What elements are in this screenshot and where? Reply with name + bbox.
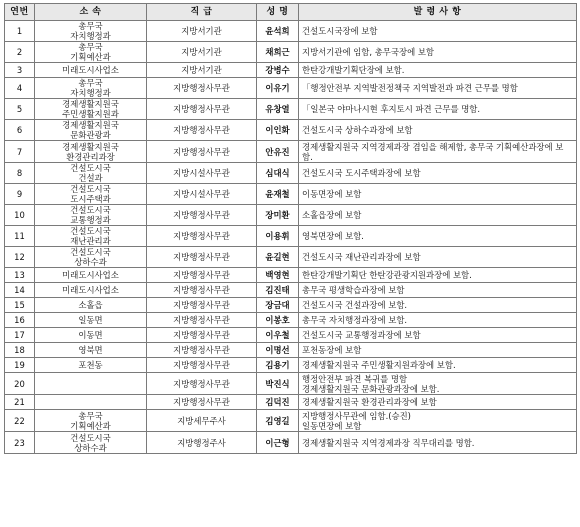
row-no: 1 (5, 21, 35, 42)
row-grade: 지방행정사무관 (147, 313, 257, 328)
row-order: 경제생활지원국 지역경제과장 직무대리를 명함. (299, 432, 577, 454)
header-dept: 소 속 (35, 4, 147, 21)
row-dept: 총무국 자치행정과 (35, 21, 147, 42)
row-dept: 총무국 기획예산과 (35, 410, 147, 432)
row-name: 이유기 (257, 78, 299, 99)
row-name: 이용휘 (257, 226, 299, 247)
row-no: 15 (5, 298, 35, 313)
row-no: 21 (5, 395, 35, 410)
table-row (5, 432, 577, 454)
row-order: 총무국 평생학습과장에 보함 (299, 283, 577, 298)
row-order: 총무국 자치행정과장에 보함. (299, 313, 577, 328)
row-order: 한탄강개발기획단 한탄강관광지원과장에 보함. (299, 268, 577, 283)
row-name: 채희근 (257, 42, 299, 63)
row-no: 17 (5, 328, 35, 343)
row-grade: 지방시설사무관 (147, 163, 257, 184)
row-dept: 일동면 (35, 313, 147, 328)
row-name: 백영현 (257, 268, 299, 283)
table-row (5, 184, 577, 205)
row-order: 경제생활지원국 주민생활지원과장에 보함. (299, 358, 577, 373)
table-row (5, 343, 577, 358)
table-row (5, 205, 577, 226)
row-grade: 지방행정사무관 (147, 395, 257, 410)
table-row (5, 328, 577, 343)
row-grade: 지방시설사무관 (147, 184, 257, 205)
row-order: 경제생활지원국 환경관리과장에 보함 (299, 395, 577, 410)
row-grade: 지방서기관 (147, 63, 257, 78)
row-dept: 영북면 (35, 343, 147, 358)
table-row (5, 226, 577, 247)
row-grade: 지방행정사무관 (147, 343, 257, 358)
row-dept: 총무국 자치행정과 (35, 78, 147, 99)
row-dept (35, 395, 147, 410)
table-row (5, 395, 577, 410)
row-order: 이동면장에 보함 (299, 184, 577, 205)
table-row (5, 268, 577, 283)
row-order: 경제생활지원국 지역경제과장 겸임을 해제함, 총무국 기획예산과장에 보함. (299, 141, 577, 163)
row-order: 건설도시국 재난관리과장에 보함 (299, 247, 577, 268)
table-row (5, 120, 577, 141)
table-row (5, 141, 577, 163)
table-row (5, 313, 577, 328)
row-name: 김덕진 (257, 395, 299, 410)
row-order: 건설도시국 건설과장에 보함. (299, 298, 577, 313)
row-order: 행정안전부 파견 복귀를 명함 경제생활지원국 문화관광과장에 보함. (299, 373, 577, 395)
row-dept: 건설도시국 상하수과 (35, 432, 147, 454)
row-name: 강병수 (257, 63, 299, 78)
row-name: 이근형 (257, 432, 299, 454)
table-row (5, 358, 577, 373)
row-name: 윤석희 (257, 21, 299, 42)
row-dept: 미래도시사업소 (35, 268, 147, 283)
row-dept: 경제생활지원국 문화관광과 (35, 120, 147, 141)
row-no: 7 (5, 141, 35, 163)
row-no: 19 (5, 358, 35, 373)
table-row (5, 410, 577, 432)
row-grade: 지방행정사무관 (147, 205, 257, 226)
row-order: 지방행정사무관에 임함.(승진) 일동면장에 보함 (299, 410, 577, 432)
row-name: 김진태 (257, 283, 299, 298)
row-grade: 지방세무주사 (147, 410, 257, 432)
row-grade: 지방행정사무관 (147, 268, 257, 283)
row-grade: 지방행정사무관 (147, 298, 257, 313)
row-order: 「행정안전부 지역발전정책국 지역발전과 파견 근무를 명함 (299, 78, 577, 99)
table-row (5, 373, 577, 395)
row-dept: 건설도시국 건설과 (35, 163, 147, 184)
header-no: 연번 (5, 4, 35, 21)
row-grade: 지방서기관 (147, 21, 257, 42)
row-name: 안유진 (257, 141, 299, 163)
table-header-row (5, 4, 577, 21)
row-no: 12 (5, 247, 35, 268)
row-name: 윤재철 (257, 184, 299, 205)
row-dept: 미래도시사업소 (35, 63, 147, 78)
row-order: 포천동장에 보함 (299, 343, 577, 358)
row-no: 14 (5, 283, 35, 298)
row-dept: 경제생활지원국 주민생활지원과 (35, 99, 147, 120)
row-no: 16 (5, 313, 35, 328)
row-dept: 소홀읍 (35, 298, 147, 313)
row-no: 3 (5, 63, 35, 78)
row-dept: 이동면 (35, 328, 147, 343)
row-dept (35, 373, 147, 395)
table-row (5, 283, 577, 298)
row-no: 11 (5, 226, 35, 247)
row-name: 이인화 (257, 120, 299, 141)
row-grade: 지방행정사무관 (147, 358, 257, 373)
row-order: 영북면장에 보함. (299, 226, 577, 247)
row-name: 이우철 (257, 328, 299, 343)
table-body (5, 21, 577, 454)
row-name: 유창열 (257, 99, 299, 120)
row-no: 8 (5, 163, 35, 184)
row-order: 「일본국 야마나시현 후지토시 파견 근무를 명함. (299, 99, 577, 120)
row-grade: 지방행정사무관 (147, 247, 257, 268)
row-no: 10 (5, 205, 35, 226)
row-name: 김용기 (257, 358, 299, 373)
row-no: 23 (5, 432, 35, 454)
row-order: 건설도시국 상하수과장에 보함 (299, 120, 577, 141)
row-order: 소홀읍장에 보함 (299, 205, 577, 226)
row-no: 6 (5, 120, 35, 141)
row-order: 지방서기관에 임함, 총무국장에 보함 (299, 42, 577, 63)
header-name: 성 명 (257, 4, 299, 21)
row-dept: 건설도시국 상하수과 (35, 247, 147, 268)
row-no: 20 (5, 373, 35, 395)
row-name: 이명선 (257, 343, 299, 358)
header-order: 발 령 사 항 (299, 4, 577, 21)
row-name: 이봉호 (257, 313, 299, 328)
row-dept: 건설도시국 재난관리과 (35, 226, 147, 247)
personnel-order-table (4, 3, 577, 454)
row-no: 13 (5, 268, 35, 283)
table-row (5, 298, 577, 313)
row-name: 박진식 (257, 373, 299, 395)
row-order: 건설도시국 교통행정과장에 보함 (299, 328, 577, 343)
row-order: 건설도시국장에 보함 (299, 21, 577, 42)
row-no: 22 (5, 410, 35, 432)
row-grade: 지방행정사무관 (147, 120, 257, 141)
table-row (5, 42, 577, 63)
row-dept: 미래도시사업소 (35, 283, 147, 298)
row-grade: 지방행정사무관 (147, 99, 257, 120)
table-row (5, 21, 577, 42)
row-dept: 건설도시국 교통행정과 (35, 205, 147, 226)
row-name: 장미환 (257, 205, 299, 226)
table-row (5, 163, 577, 184)
table-row (5, 63, 577, 78)
row-grade: 지방행정사무관 (147, 226, 257, 247)
row-name: 윤길현 (257, 247, 299, 268)
row-grade: 지방서기관 (147, 42, 257, 63)
row-no: 4 (5, 78, 35, 99)
row-dept: 건설도시국 도시주택과 (35, 184, 147, 205)
row-no: 5 (5, 99, 35, 120)
table-row (5, 99, 577, 120)
row-dept: 포천동 (35, 358, 147, 373)
table-row (5, 78, 577, 99)
row-name: 김영길 (257, 410, 299, 432)
row-no: 9 (5, 184, 35, 205)
row-no: 18 (5, 343, 35, 358)
row-grade: 지방행정사무관 (147, 283, 257, 298)
row-name: 심대식 (257, 163, 299, 184)
row-order: 한탄강개발기획단장에 보함. (299, 63, 577, 78)
table-row (5, 247, 577, 268)
row-dept: 총무국 기획예산과 (35, 42, 147, 63)
row-grade: 지방행정사무관 (147, 328, 257, 343)
row-dept: 경제생활지원국 환경관리과장 (35, 141, 147, 163)
row-no: 2 (5, 42, 35, 63)
row-grade: 지방행정사무관 (147, 141, 257, 163)
row-grade: 지방행정사무관 (147, 373, 257, 395)
header-grade: 직 급 (147, 4, 257, 21)
row-grade: 지방행정사무관 (147, 78, 257, 99)
row-order: 건설도시국 도시주택과장에 보함 (299, 163, 577, 184)
row-grade: 지방행정주사 (147, 432, 257, 454)
row-name: 장금대 (257, 298, 299, 313)
